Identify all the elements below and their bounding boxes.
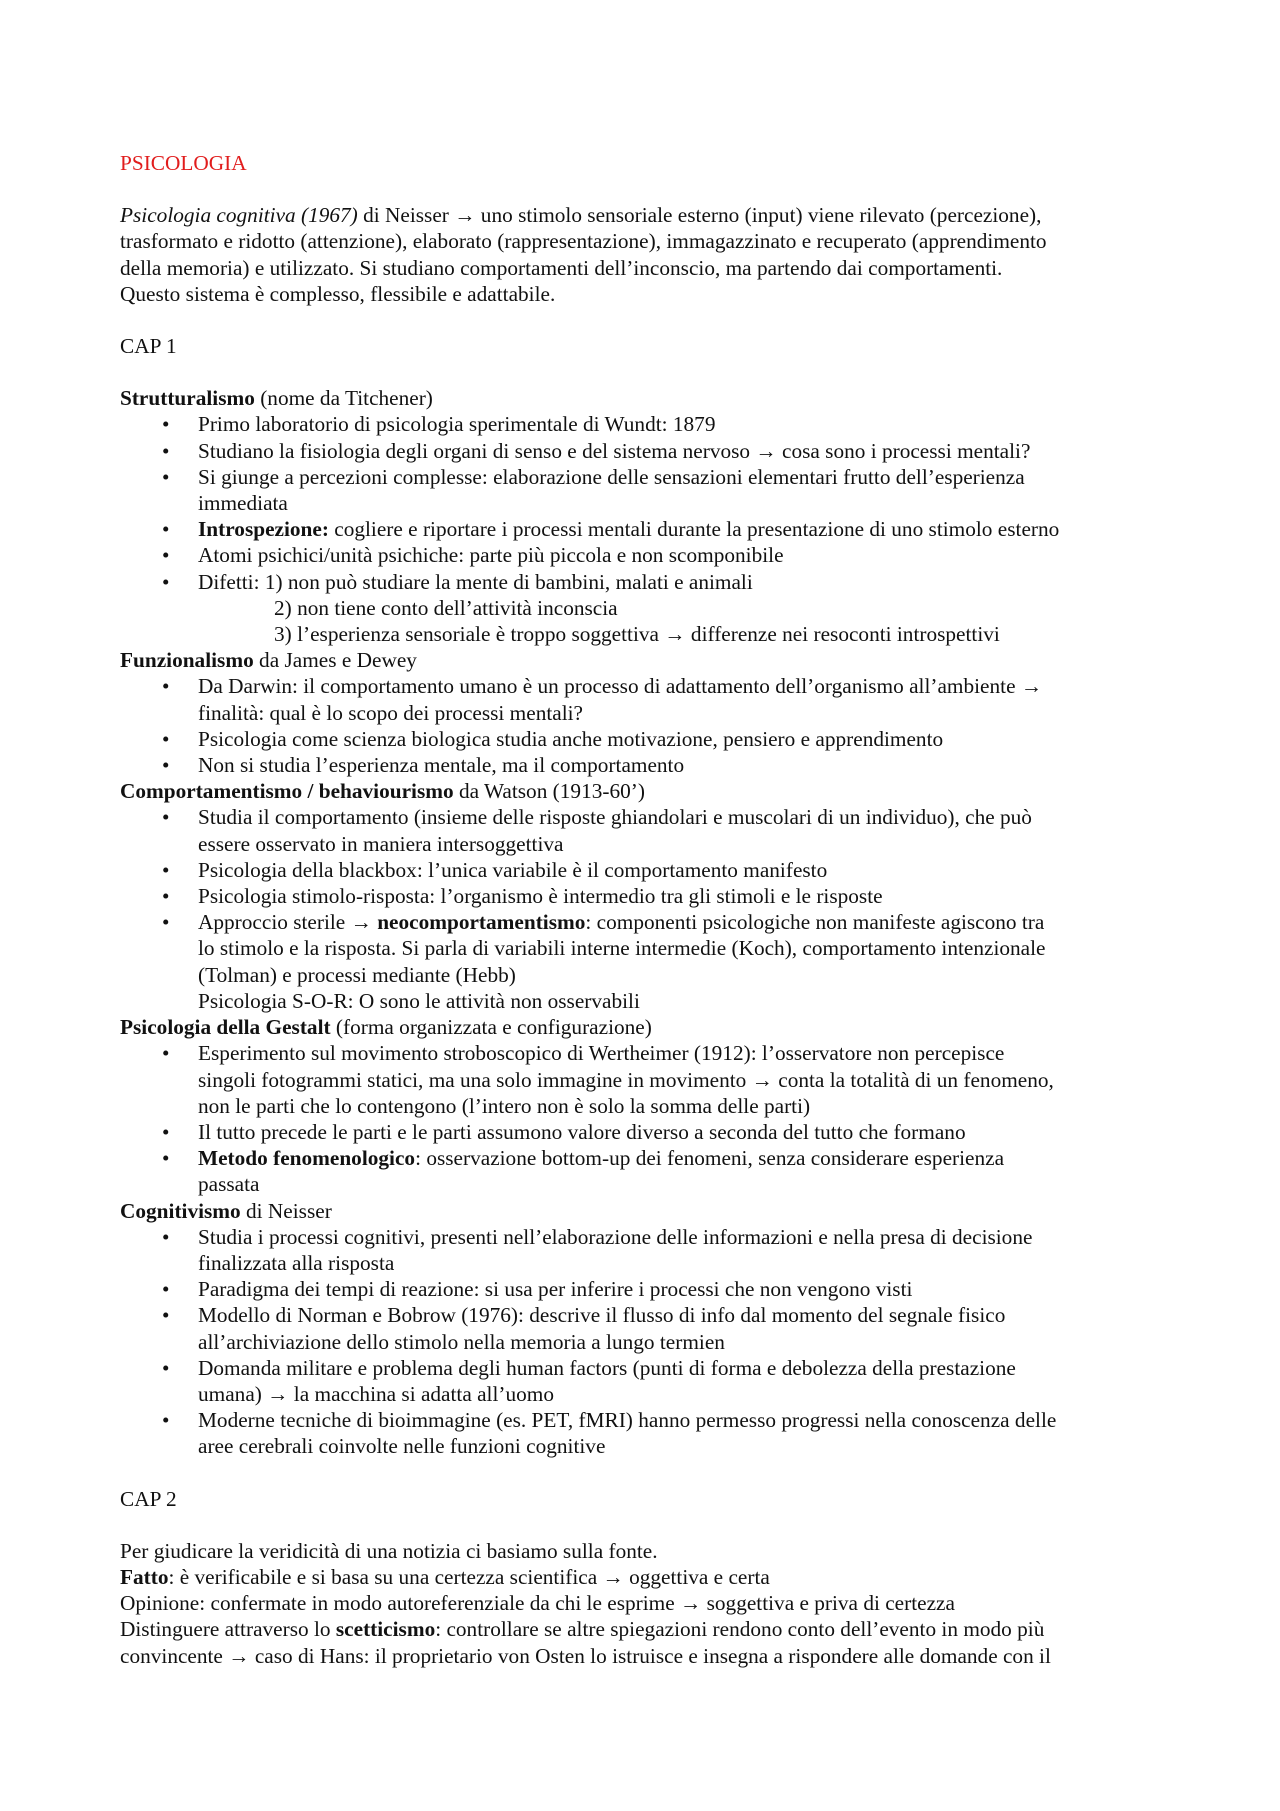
- section-subtitle: di Neisser: [240, 1198, 332, 1223]
- intro-line-3: della memoria) e utilizzato. Si studiano comportamenti dell’inconscio, ma partendo dai comportamenti.: [120, 255, 1003, 280]
- term-scetticismo: scetticismo: [335, 1617, 436, 1642]
- section-heading: Strutturalismo: [120, 386, 255, 411]
- section-funzionalismo: [120, 647, 1170, 673]
- intro-line-2: trasformato e ridotto (attenzione), elaborato (rappresentazione), immagazzinato e recuperato (apprendimento: [120, 229, 1047, 254]
- list-item-line: Studia i processi cognitivi, presenti nell’elaborazione delle informazioni e nella presa di decisione: [198, 1224, 1033, 1249]
- cap1-heading: CAP 1: [120, 334, 177, 359]
- list-item: • Il tutto precede le parti e le parti assumono valore diverso a seconda del tutto che formano: [120, 1119, 1170, 1145]
- list-item-continuation: 2) non tiene conto dell’attività inconscia: [274, 595, 618, 620]
- section-cognitivismo: [120, 1198, 1170, 1224]
- cap2-heading: CAP 2: [120, 1486, 177, 1511]
- list-item: [120, 1145, 1170, 1197]
- list-item: • Psicologia come scienza biologica studia anche motivazione, pensiero e apprendimento: [120, 726, 1170, 752]
- list-item-line: aree cerebrali coinvolte nelle funzioni cognitive: [198, 1434, 606, 1459]
- section-subtitle: (nome da Titchener): [254, 386, 433, 411]
- section-strutturalismo: [120, 385, 1170, 411]
- list-item: • Psicologia stimolo-risposta: l’organismo è intermedio tra gli stimoli e le risposte: [120, 883, 1170, 909]
- section-heading: Psicologia della Gestalt: [120, 1015, 331, 1040]
- list-item-line: passata: [198, 1172, 260, 1197]
- list-item-line: Modello di Norman e Bobrow (1976): descrive il flusso di info dal momento del segnale fisico: [198, 1303, 1006, 1328]
- list-item: [120, 1040, 1170, 1119]
- list-item: [120, 1355, 1170, 1407]
- list-item-term: Metodo fenomenologico: [198, 1146, 416, 1171]
- intro-line-4: Questo sistema è complesso, flessibile e adattabile.: [120, 281, 556, 306]
- list-item: [120, 909, 1170, 1014]
- list-item-line: non le parti che lo contengono (l’intero non è solo la somma delle parti): [198, 1093, 811, 1118]
- list-item-line: essere osservato in maniera intersoggettiva: [198, 831, 564, 856]
- cap2-text: : è verificabile e si basa su una certezza scientifica → oggettiva e certa: [168, 1564, 770, 1589]
- list-item-line: Domanda militare e problema degli human factors (punti di forma e debolezza della prestazione: [198, 1355, 1016, 1380]
- section-subtitle: da James e Dewey: [253, 648, 417, 673]
- cap2-paragraph: [120, 1538, 1170, 1669]
- list-item: [120, 464, 1170, 516]
- list-item-line: Psicologia S-O-R: O sono le attività non osservabili: [198, 988, 640, 1013]
- list-item-line: Studia il comportamento (insieme delle risposte ghiandolari e muscolari di un individuo), che può: [198, 805, 1032, 830]
- section-gestalt: [120, 1014, 1170, 1040]
- cap2-text: Distinguere attraverso lo: [120, 1617, 336, 1642]
- funzionalismo-list: [120, 673, 1170, 778]
- section-subtitle: da Watson (1913-60’): [453, 779, 645, 804]
- list-item-term: neocomportamentismo: [377, 910, 586, 935]
- list-item: [120, 1407, 1170, 1459]
- list-item: • Studiano la fisiologia degli organi di senso e del sistema nervoso → cosa sono i processi mentali?: [120, 438, 1170, 464]
- list-item-term: Introspezione:: [198, 517, 329, 542]
- list-item-text: cogliere e riportare i processi mentali durante la presentazione di uno stimolo esterno: [328, 517, 1060, 542]
- list-item: • Psicologia della blackbox: l’unica variabile è il comportamento manifesto: [120, 857, 1170, 883]
- list-item-line: finalità: qual è lo scopo dei processi mentali?: [198, 700, 583, 725]
- cap2-line: Opinione: confermate in modo autoreferenziale da chi le esprime → soggettiva e priva di certezza: [120, 1591, 955, 1616]
- list-item-line: immediata: [198, 491, 288, 516]
- list-item-line: all’archiviazione dello stimolo nella memoria a lungo termien: [198, 1329, 725, 1354]
- list-item: • Non si studia l’esperienza mentale, ma il comportamento: [120, 752, 1170, 778]
- list-item-line: finalizzata alla risposta: [198, 1250, 395, 1275]
- cap2-text: : controllare se altre spiegazioni rendono conto dell’evento in modo più: [435, 1617, 1045, 1642]
- list-item: [120, 516, 1170, 542]
- intro-line-1: di Neisser → uno stimolo sensoriale esterno (input) viene rilevato (percezione),: [357, 203, 1042, 228]
- intro-paragraph: [120, 202, 1170, 307]
- list-item: [120, 1302, 1170, 1354]
- intro-italic: Psicologia cognitiva (1967): [120, 203, 358, 228]
- document-title: PSICOLOGIA: [120, 151, 247, 175]
- section-heading: Comportamentismo / behaviourismo: [120, 779, 454, 804]
- list-item: [120, 1224, 1170, 1276]
- section-heading: Cognitivismo: [120, 1198, 241, 1223]
- list-item: • Paradigma dei tempi di reazione: si usa per inferire i processi che non vengono visti: [120, 1276, 1170, 1302]
- list-item-text: Approccio sterile →: [198, 910, 378, 935]
- list-item-continuation: 3) l’esperienza sensoriale è troppo soggettiva → differenze nei resoconti introspettivi: [274, 622, 1000, 647]
- cap2-line: convincente → caso di Hans: il proprietario von Osten lo istruisce e insegna a rispondere alle domande con il: [120, 1643, 1051, 1668]
- list-item-text: : componenti psicologiche non manifeste agiscono tra: [585, 910, 1045, 935]
- strutturalismo-list: [120, 411, 1170, 594]
- list-item-line: lo stimolo e la risposta. Si parla di variabili interne intermedie (Koch), comportamento intenzionale: [198, 936, 1046, 961]
- list-item-line: singoli fotogrammi statici, ma una solo immagine in movimento → conta la totalità di un fenomeno,: [198, 1067, 1054, 1092]
- list-item: • Primo laboratorio di psicologia sperimentale di Wundt: 1879: [120, 411, 1170, 437]
- list-item-line: Si giunge a percezioni complesse: elaborazione delle sensazioni elementari frutto dell’esperienza: [198, 464, 1025, 489]
- list-item: • Difetti: 1) non può studiare la mente di bambini, malati e animali: [120, 569, 1170, 595]
- gestalt-list: [120, 1040, 1170, 1197]
- list-item: [120, 804, 1170, 856]
- list-item: [120, 673, 1170, 725]
- list-item-line: (Tolman) e processi mediante (Hebb): [198, 962, 516, 987]
- list-item-text: : osservazione bottom-up dei fenomeni, senza considerare esperienza: [415, 1146, 1005, 1171]
- cap2-line: [120, 1616, 1170, 1642]
- list-item-line: Esperimento sul movimento stroboscopico di Wertheimer (1912): l’osservatore non percepisce: [198, 1041, 1005, 1066]
- list-item-line: Da Darwin: il comportamento umano è un processo di adattamento dell’organismo all’ambiente →: [198, 674, 1043, 699]
- cap2-line: Per giudicare la veridicità di una notizia ci basiamo sulla fonte.: [120, 1538, 658, 1563]
- document-body: [120, 150, 1170, 1669]
- term-fatto: Fatto: [120, 1564, 169, 1589]
- section-subtitle: (forma organizzata e configurazione): [330, 1015, 652, 1040]
- section-heading: Funzionalismo: [120, 648, 254, 673]
- list-item: • Atomi psichici/unità psichiche: parte più piccola e non scomponibile: [120, 542, 1170, 568]
- list-item-line: umana) → la macchina si adatta all’uomo: [198, 1381, 554, 1406]
- comportamentismo-list: [120, 804, 1170, 1014]
- cap2-line: [120, 1564, 1170, 1590]
- section-comportamentismo: [120, 778, 1170, 804]
- list-item-line: Moderne tecniche di bioimmagine (es. PET, fMRI) hanno permesso progressi nella conoscenza delle: [198, 1408, 1057, 1433]
- cognitivismo-list: [120, 1224, 1170, 1460]
